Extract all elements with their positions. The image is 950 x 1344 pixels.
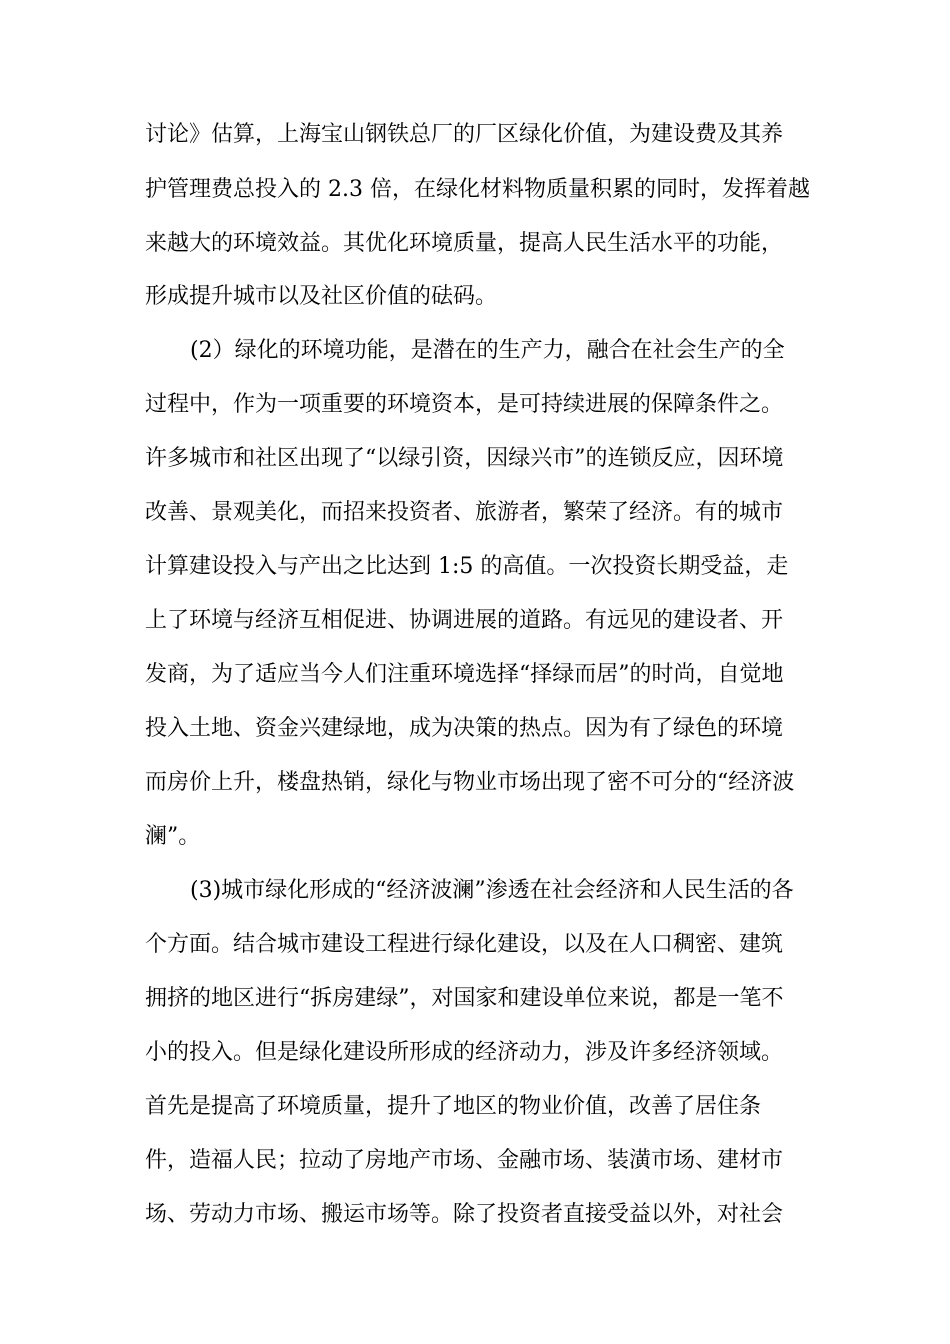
- text-line: 讨论》估算，上海宝山钢铁总厂的厂区绿化价值，为建设费及其养: [145, 122, 784, 147]
- text-line: 上了环境与经济互相促进、协调进展的道路。有远见的建设者、开: [145, 608, 784, 633]
- text-line: 个方面。结合城市建设工程进行绿化建设，以及在人口稠密、建筑: [145, 932, 784, 957]
- text-line: 澜”。: [145, 824, 201, 849]
- text-line: 投入土地、资金兴建绿地，成为决策的热点。因为有了绿色的环境: [145, 716, 784, 741]
- text-line: 形成提升城市以及社区价值的砝码。: [145, 284, 498, 309]
- text-line: 拥挤的地区进行“拆房建绿”，对国家和建设单位来说，都是一笔不: [145, 986, 784, 1011]
- text-line: 发商，为了适应当今人们注重环境选择“择绿而居”的时尚，自觉地: [145, 662, 784, 687]
- text-line: 来越大的环境效益。其优化环境质量，提高人民生活水平的功能，: [145, 231, 784, 256]
- text-line: 件，造福人民；拉动了房地产市场、金融市场、装潢市场、建材市: [145, 1148, 784, 1173]
- text-line: 过程中，作为一项重要的环境资本，是可持续进展的保障条件之。: [145, 392, 784, 417]
- text-line: 计算建设投入与产出之比达到 1:5 的高值。一次投资长期受益，走: [145, 554, 789, 579]
- text-line: (3)城市绿化形成的“经济波澜”渗透在社会经济和人民生活的各: [190, 878, 794, 903]
- text-line: (2）绿化的环境功能，是潜在的生产力，融合在社会生产的全: [190, 338, 785, 363]
- text-line: 而房价上升，楼盘热销，绿化与物业市场出现了密不可分的“经济波: [145, 770, 795, 795]
- text-line: 改善、景观美化，而招来投资者、旅游者，繁荣了经济。有的城市: [145, 500, 784, 525]
- text-line: 小的投入。但是绿化建设所形成的经济动力，涉及许多经济领域。: [145, 1040, 784, 1065]
- text-line: 许多城市和社区出现了“以绿引资，因绿兴市”的连锁反应，因环境: [145, 446, 784, 471]
- text-line: 首先是提高了环境质量，提升了地区的物业价值，改善了居住条: [145, 1094, 762, 1119]
- text-line: 场、劳动力市场、搬运市场等。除了投资者直接受益以外，对社会: [145, 1202, 784, 1227]
- text-line: 护管理费总投入的 2.3 倍，在绿化材料物质量积累的同时，发挥着越: [145, 177, 810, 202]
